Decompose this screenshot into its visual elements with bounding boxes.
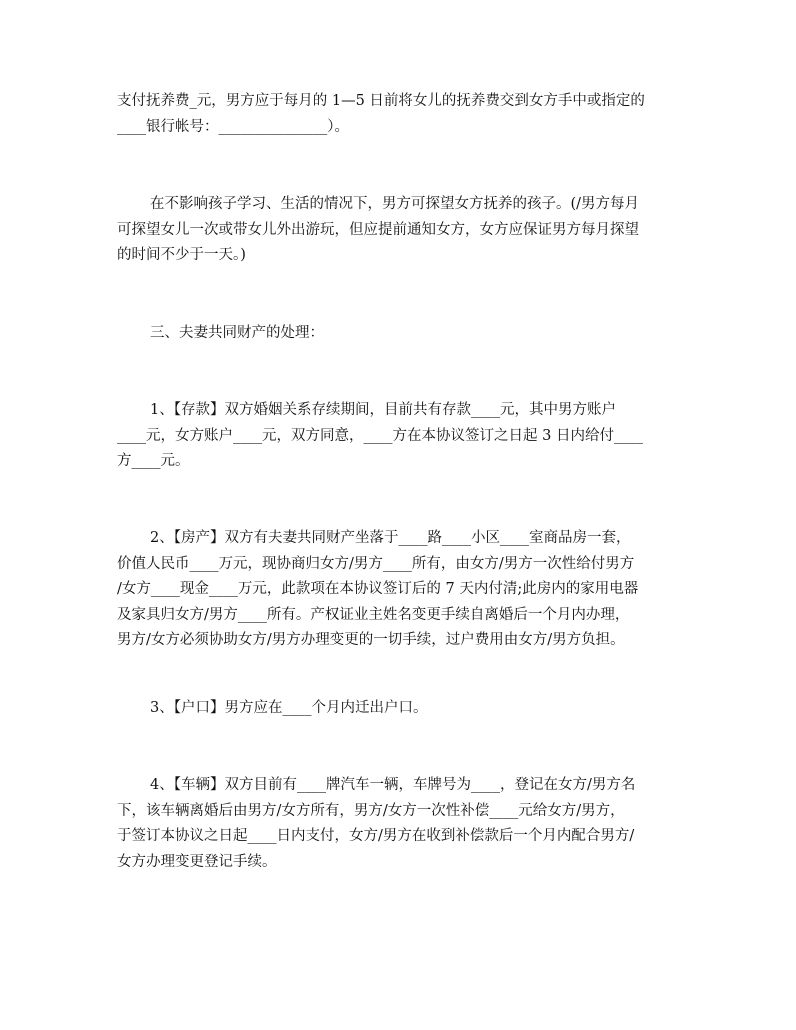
paragraph-visitation-rights xyxy=(117,192,689,269)
text-line: 于签订本协议之日起____日内支付，女方/男方在收到补偿款后一个月内配合男方/ xyxy=(117,828,635,844)
paragraph-child-support-payment xyxy=(117,89,689,140)
text-line: 3、【户口】男方应在____个月内迁出户口。 xyxy=(150,700,428,716)
text-line: ____银行帐号：_______________）。 xyxy=(117,118,349,135)
text-line: 可探望女儿一次或带女儿外出游玩，但应提前通知女方，女方应保证男方每月探望 xyxy=(117,221,639,238)
text-line: /女方____现金____万元，此款项在本协议签订后的 7 天内付清;此房内的家用电器 xyxy=(117,581,639,597)
text-line: 及家具归女方/男方____所有。产权证业主姓名变更手续自离婚后一个月内办理， xyxy=(117,606,630,623)
text-line: 2、【房产】双方有夫妻共同财产坐落于____路____小区____室商品房一套， xyxy=(150,530,631,546)
text-line: 1、【存款】双方婚姻关系存续期间，目前共有存款____元，其中男方账户 xyxy=(150,402,616,418)
paragraph-vehicle xyxy=(117,773,689,875)
paragraph-household-registration xyxy=(117,696,689,722)
text-line: 的时间不少于一天。) xyxy=(117,247,246,263)
text-line: 4、【车辆】双方目前有____牌汽车一辆，车牌号为____，登记在女方/男方名 xyxy=(150,777,636,793)
text-line: 在不影响孩子学习、生活的情况下，男方可探望女方抚养的孩子。(/男方每月 xyxy=(150,196,640,212)
text-line: ____元，女方账户____元，双方同意，____方在本协议签订之日起 3 日内给付____ xyxy=(117,427,643,444)
text-line: 支付抚养费_元，男方应于每月的 1—5 日前将女儿的抚养费交到女方手中或指定的 xyxy=(117,93,645,109)
paragraph-real-estate xyxy=(117,526,689,654)
text-line: 价值人民币____万元，现协商归女方/男方____所有，由女方/男方一次性给付男方 xyxy=(117,555,635,572)
heading-text: 三、夫妻共同财产的处理： xyxy=(150,325,324,341)
section-heading-joint-property xyxy=(117,321,689,347)
paragraph-savings xyxy=(117,398,689,475)
text-line: 方____元。 xyxy=(117,453,190,469)
text-line: 下，该车辆离婚后由男方/女方所有，男方/女方一次性补偿____元给女方/男方， xyxy=(117,802,625,819)
text-line: 男方/女方必须协助女方/男方办理变更的一切手续，过户费用由女方/男方负担。 xyxy=(117,632,625,648)
text-line: 女方办理变更登记手续。 xyxy=(117,853,277,870)
